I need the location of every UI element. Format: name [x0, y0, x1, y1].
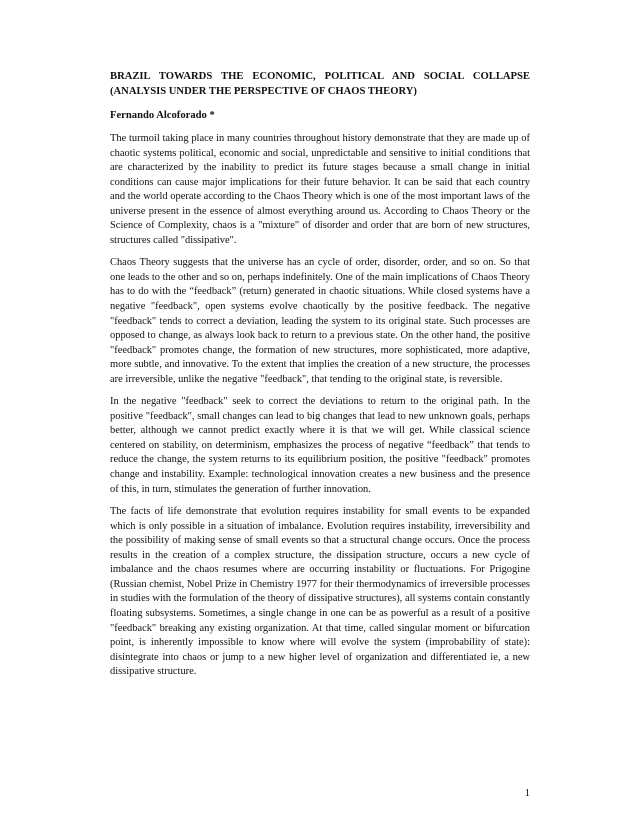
- body-paragraph-3: In the negative "feedback" seek to correct the deviations to return to the original path. In the positive "feedback", small changes can lead to big changes that lead to new unknown goals, perhaps better, although we cannot predict exactly where it is that we will get. While classical science centered on stability, on determinism, emphasizes the process of negative “feedback” that tends to reduce the change, the system returns to its equilibrium position, the positive "feedback" promotes change and instability. Example: technological innovation creates a new business and the presence of this, in turn, stimulates the generation of further innovation.: [110, 396, 530, 495]
- body-paragraph-4: The facts of life demonstrate that evolution requires instability for small events to be expanded which is only possible in a situation of imbalance. Evolution requires instability, irreversibility and the possibility of making sense of small events so that a structural change occurs. Once the process results in the creation of a complex structure, the dissipation structure, occurs a new cycle of imbalance and the chaos resumes where are occurring instability or fluctuations. For Prigogine (Russian chemist, Nobel Prize in Chemistry 1977 for their thermodynamics of irreversible processes in studies with the formulation of the theory of dissipative structures), all systems contain constantly floating subsystems. Sometimes, a single change in one can be as powerful as a result of a positive "feedback" breaking any existing organization. At that time, called singular moment or bifurcation point, is inherently impossible to know where will evolve the system (improbability of state): disintegrate into chaos or jump to a new higher level of organization and differentiated ie, a new dissipative structure.: [110, 506, 530, 678]
- document-title: BRAZIL TOWARDS THE ECONOMIC, POLITICAL AND SOCIAL COLLAPSE (ANALYSIS UNDER THE PERSPECTIVE OF CHAOS THEORY): [110, 71, 530, 97]
- body-paragraph-2: Chaos Theory suggests that the universe has an cycle of order, disorder, order, and so on. So that one leads to the other and so on, perhaps indefinitely. One of the main implications of Chaos Theory has to do with the “feedback” (return) generated in chaotic situations. While closed systems have a negative "feedback", open systems evolve chaotically by the positive feedback. The negative "feedback" tends to correct a deviation, leading the system to its original state. Such processes are opposed to change, as always look back to return to a previous state. On the other hand, the positive "feedback" promotes change, the formation of new structures, more sophisticated, more adaptive, more subtle, and innovative. To the extent that implies the creation of a new structure, the processes are irreversible, unlike the negative "feedback", that tending to the original state, is reversible.: [110, 257, 530, 385]
- page-number: 1: [524, 788, 530, 799]
- page-content: [110, 69, 530, 688]
- author-line: Fernando Alcoforado *: [110, 110, 215, 121]
- body-paragraph-1: The turmoil taking place in many countries throughout history demonstrate that they are made up of chaotic systems political, economic and social, unpredictable and sensitive to initial conditions that are characterized by the inability to predict its future stages because a small change in initial conditions can cause major implications for their future behavior. It can be said that each country and the world operate according to the Chaos Theory which is one of the most important laws of the universe present in the essence of almost everything around us. According to Chaos Theory or the Science of Complexity, chaos is a "mixture" of disorder and order that are born of new structures, structures called "dissipative".: [110, 133, 530, 246]
